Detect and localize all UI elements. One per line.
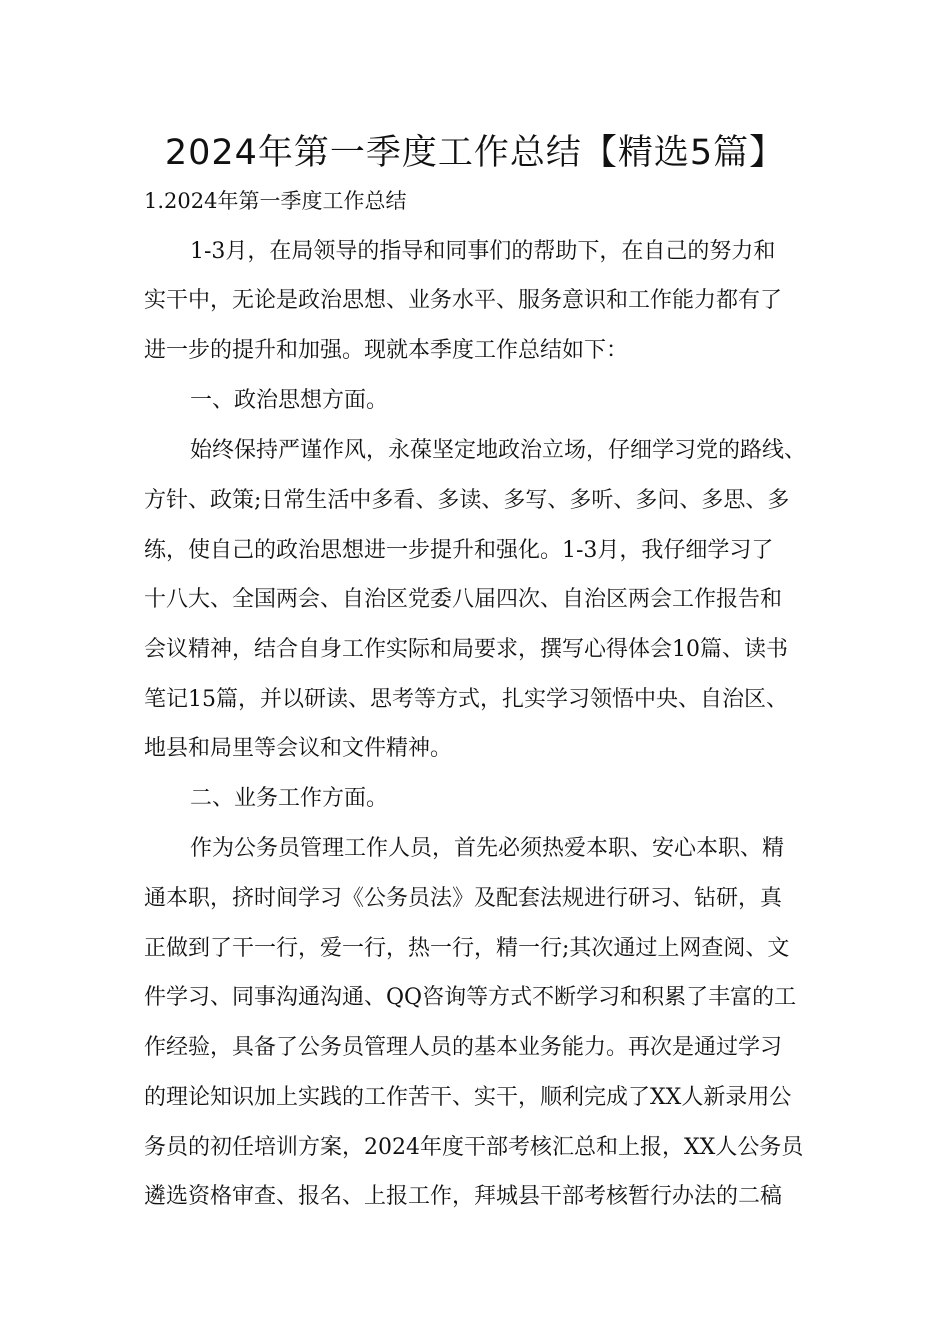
- paragraph-line: 地县和局里等会议和文件精神。: [144, 736, 453, 761]
- document-title: 2024年第一季度工作总结【精选5篇】: [164, 133, 786, 173]
- paragraph-line: 作经验，具备了公务员管理人员的基本业务能力。再次是通过学习: [144, 1035, 783, 1060]
- paragraph-line: 通本职，挤时间学习《公务员法》及配套法规进行研习、钻研，真: [144, 886, 783, 911]
- paragraph-line: 正做到了干一行，爱一行，热一行，精一行;其次通过上网查阅、文: [144, 936, 790, 961]
- paragraph-line: 实干中，无论是政治思想、业务水平、服务意识和工作能力都有了: [144, 288, 783, 313]
- section-subtitle: 1.2024年第一季度工作总结: [144, 189, 407, 213]
- paragraph-line: 遴选资格审查、报名、上报工作，拜城县干部考核暂行办法的二稿: [144, 1184, 783, 1209]
- paragraph-line: 进一步的提升和加强。现就本季度工作总结如下：: [144, 338, 629, 363]
- paragraph-line: 会议精神，结合自身工作实际和局要求，撰写心得体会10篇、读书: [144, 637, 788, 662]
- section-heading: 一、政治思想方面。: [190, 388, 389, 413]
- paragraph-line: 1-3月，在局领导的指导和同事们的帮助下，在自己的努力和: [190, 239, 776, 264]
- paragraph-line: 作为公务员管理工作人员，首先必须热爱本职、安心本职、精: [190, 836, 785, 861]
- paragraph-line: 练，使自己的政治思想进一步提升和强化。1-3月，我仔细学习了: [144, 538, 774, 563]
- paragraph-line: 务员的初任培训方案，2024年度干部考核汇总和上报，XX人公务员: [144, 1135, 804, 1160]
- paragraph-line: 十八大、全国两会、自治区党委八届四次、自治区两会工作报告和: [144, 587, 783, 612]
- paragraph-line: 方针、政策;日常生活中多看、多读、多写、多听、多问、多思、多: [144, 488, 790, 513]
- paragraph-line: 笔记15篇，并以研读、思考等方式，扎实学习领悟中央、自治区、: [144, 687, 788, 712]
- paragraph-line: 件学习、同事沟通沟通、QQ咨询等方式不断学习和积累了丰富的工: [144, 985, 797, 1010]
- paragraph-line: 的理论知识加上实践的工作苦干、实干，顺利完成了XX人新录用公: [144, 1085, 792, 1110]
- paragraph-line: 始终保持严谨作风，永葆坚定地政治立场，仔细学习党的路线、: [190, 438, 807, 463]
- section-heading: 二、业务工作方面。: [190, 786, 389, 811]
